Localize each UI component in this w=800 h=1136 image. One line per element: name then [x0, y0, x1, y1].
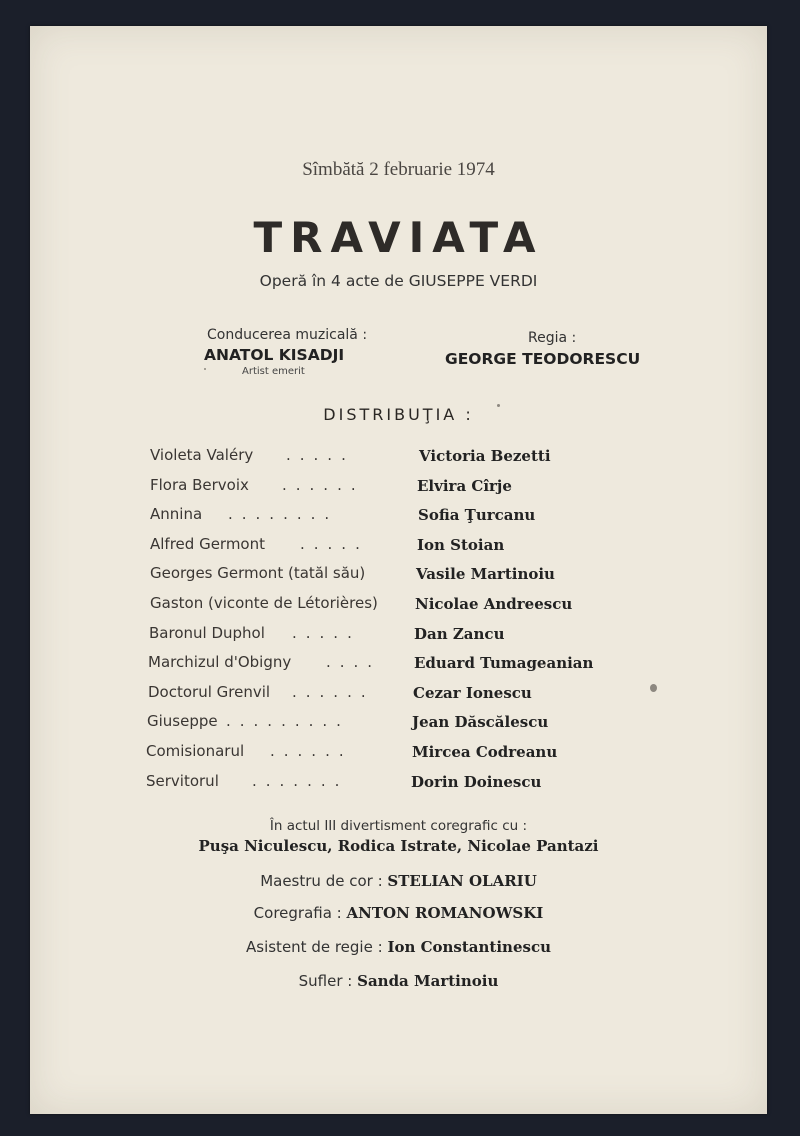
cast-role: Violeta Valéry	[150, 446, 254, 464]
paper-speck	[497, 404, 500, 407]
cast-actor: Dan Zancu	[414, 624, 505, 643]
assistant-director-line	[30, 938, 767, 956]
cast-actor: Cezar Ionescu	[413, 683, 532, 702]
prompter-label: Sufler :	[298, 972, 353, 990]
cast-row	[30, 653, 767, 683]
leader-dots: ........	[228, 505, 339, 524]
choreography-name: ANTON ROMANOWSKI	[346, 904, 544, 922]
prompter-line	[30, 972, 767, 990]
cast-list	[30, 446, 767, 801]
cast-actor: Victoria Bezetti	[419, 447, 551, 465]
cast-row	[30, 535, 767, 565]
opera-title: TRAVIATA	[253, 213, 544, 262]
divertisment-dancers: Puşa Niculescu, Rodica Istrate, Nicolae Pantazi	[198, 837, 599, 855]
choreography-label: Coregrafia :	[253, 904, 342, 922]
cast-row	[30, 742, 767, 772]
cast-row	[30, 712, 767, 742]
stage-director-label: Regia :	[528, 330, 577, 346]
cast-row	[30, 624, 767, 654]
stage-director-name: GEORGE TEODORESCU	[445, 350, 641, 368]
leader-dots: .....	[300, 534, 369, 553]
opera-subtitle: Operă în 4 acte de GIUSEPPE VERDI	[259, 272, 538, 290]
cast-actor: Elvira Cîrje	[417, 476, 512, 495]
leader-dots: ......	[292, 682, 375, 701]
cast-role: Marchizul d'Obigny	[148, 653, 292, 672]
music-director-name: ANATOL KISADJI	[204, 346, 345, 364]
cast-role: Baronul Duphol	[149, 623, 265, 642]
cast-row	[30, 772, 767, 802]
cast-row	[30, 446, 767, 476]
cast-role: Comisionarul	[146, 741, 245, 760]
cast-role: Giuseppe	[147, 712, 218, 731]
prompter-name: Sanda Martinoiu	[357, 972, 499, 990]
cast-actor: Jean Dăscălescu	[412, 713, 549, 732]
paper-speck	[204, 368, 206, 370]
cast-actor: Nicolae Andreescu	[415, 594, 573, 613]
cast-actor: Vasile Martinoiu	[416, 565, 555, 584]
assistant-director-name: Ion Constantinescu	[387, 938, 551, 956]
cast-actor: Ion Stoian	[417, 535, 505, 554]
assistant-director-label: Asistent de regie :	[246, 938, 383, 956]
leader-dots: .......	[252, 771, 349, 790]
leader-dots: ......	[282, 475, 365, 494]
music-director-title: Artist emerit	[242, 366, 305, 377]
leader-dots: .....	[292, 623, 361, 642]
cast-role: Flora Bervoix	[150, 475, 249, 494]
chorus-master-label: Maestru de cor :	[260, 872, 383, 890]
cast-role: Servitorul	[146, 771, 219, 790]
cast-role: Annina	[150, 505, 203, 524]
leader-dots: ....	[326, 653, 382, 672]
cast-role: Alfred Germont	[150, 534, 265, 553]
cast-actor: Mircea Codreanu	[412, 742, 558, 761]
cast-row	[30, 505, 767, 535]
cast-actor: Dorin Doinescu	[411, 772, 542, 791]
divertisment-label: În actul III divertisment coregrafic cu :	[269, 818, 528, 834]
leader-dots: ......	[270, 741, 353, 760]
cast-actor: Eduard Tumageanian	[414, 654, 594, 673]
cast-row	[30, 564, 767, 594]
cast-row	[30, 594, 767, 624]
paper-speck	[650, 684, 657, 692]
cast-actor: Sofia Ţurcanu	[418, 506, 536, 525]
choreography-line	[30, 904, 767, 922]
distribution-heading: DISTRIBUŢIA :	[323, 405, 474, 424]
chorus-master-line	[30, 872, 767, 890]
program-sheet	[30, 26, 767, 1114]
chorus-master-name: STELIAN OLARIU	[387, 872, 537, 890]
music-director-label: Conducerea muzicală :	[207, 327, 368, 343]
cast-role: Gaston (viconte de Létorières)	[150, 593, 378, 612]
cast-row	[30, 476, 767, 506]
leader-dots: .........	[226, 712, 350, 731]
cast-role: Georges Germont (tatăl său)	[150, 564, 366, 583]
cast-role: Doctorul Grenvil	[148, 682, 271, 701]
leader-dots: .....	[286, 446, 355, 464]
performance-date: Sîmbătă 2 februarie 1974	[302, 159, 495, 180]
